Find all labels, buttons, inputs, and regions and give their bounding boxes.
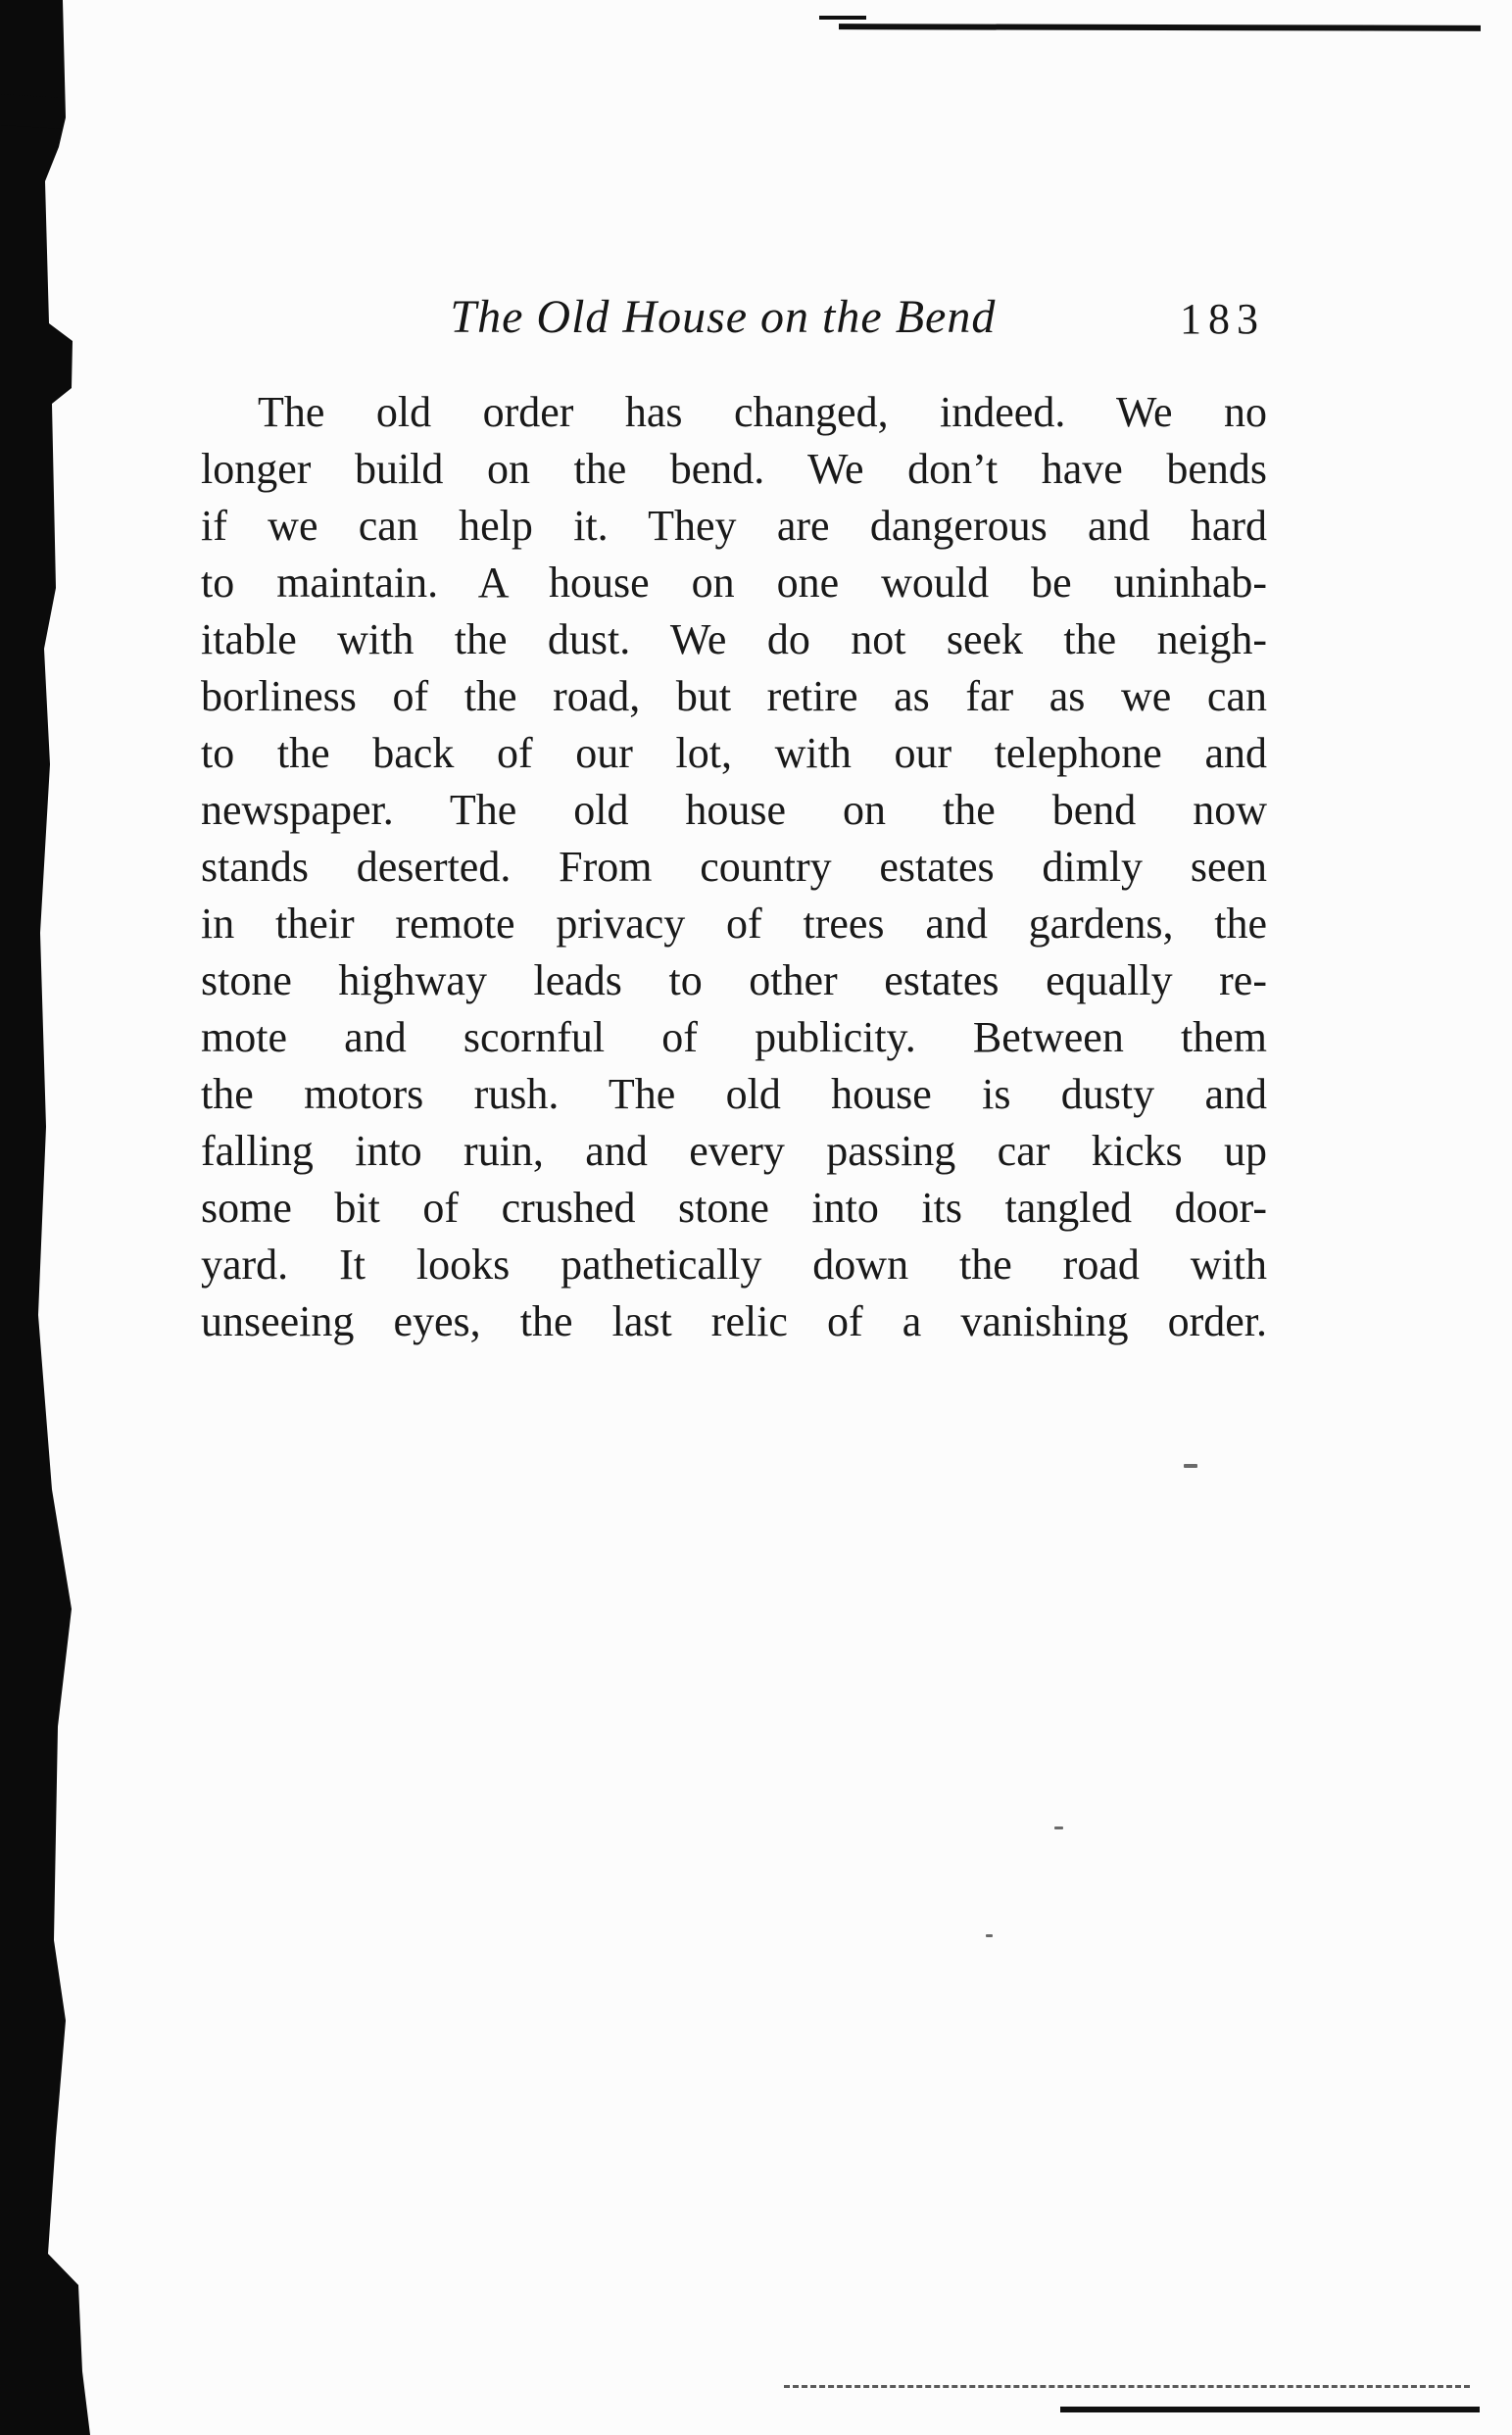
- running-head: [201, 290, 1267, 353]
- body-text-line: the motors rush. The old house is dusty and: [201, 1070, 1267, 1118]
- scan-edge-line-top-dash: [819, 16, 866, 20]
- body-text-line: to maintain. A house on one would be uninhab-: [201, 559, 1267, 607]
- body-text-line: some bit of crushed stone into its tangled door-: [201, 1184, 1267, 1232]
- scan-edge-line-bottom: [1060, 2407, 1480, 2412]
- body-text-line: yard. It looks pathetically down the road with: [201, 1241, 1267, 1289]
- body-text-line: newspaper. The old house on the bend now: [201, 786, 1267, 834]
- scan-edge-line-top: [839, 24, 1481, 31]
- scan-binding-edge: [0, 0, 108, 2435]
- scan-speck: [1184, 1464, 1197, 1468]
- scan-speck: [986, 1934, 993, 1937]
- body-text-line: mote and scornful of publicity. Between them: [201, 1013, 1267, 1061]
- body-text-line: stone highway leads to other estates equally re-: [201, 956, 1267, 1004]
- scan-edge-line-bottom-dashed: [784, 2385, 1470, 2388]
- body-text-line: falling into ruin, and every passing car kicks up: [201, 1127, 1267, 1175]
- body-text-line: longer build on the bend. We don’t have bends: [201, 445, 1267, 493]
- paragraph: [201, 384, 1267, 1350]
- body-text-line: The old order has changed, indeed. We no: [258, 388, 1267, 436]
- body-text-line: if we can help it. They are dangerous and hard: [201, 502, 1267, 550]
- page-header-title: The Old House on the Bend: [450, 291, 997, 343]
- scan-speck: [1054, 1826, 1063, 1829]
- body-text-line: unseeing eyes, the last relic of a vanishing order.: [201, 1297, 1267, 1345]
- page-number: 183: [1180, 295, 1265, 343]
- text-column: [201, 290, 1267, 1345]
- body-text-line: stands deserted. From country estates dimly seen: [201, 843, 1267, 891]
- body-text-line: to the back of our lot, with our telephone and: [201, 729, 1267, 777]
- body-text-line: itable with the dust. We do not seek the neigh-: [201, 615, 1267, 663]
- body-text-line: in their remote privacy of trees and gardens, the: [201, 900, 1267, 948]
- body-text-line: borliness of the road, but retire as far as we can: [201, 672, 1267, 720]
